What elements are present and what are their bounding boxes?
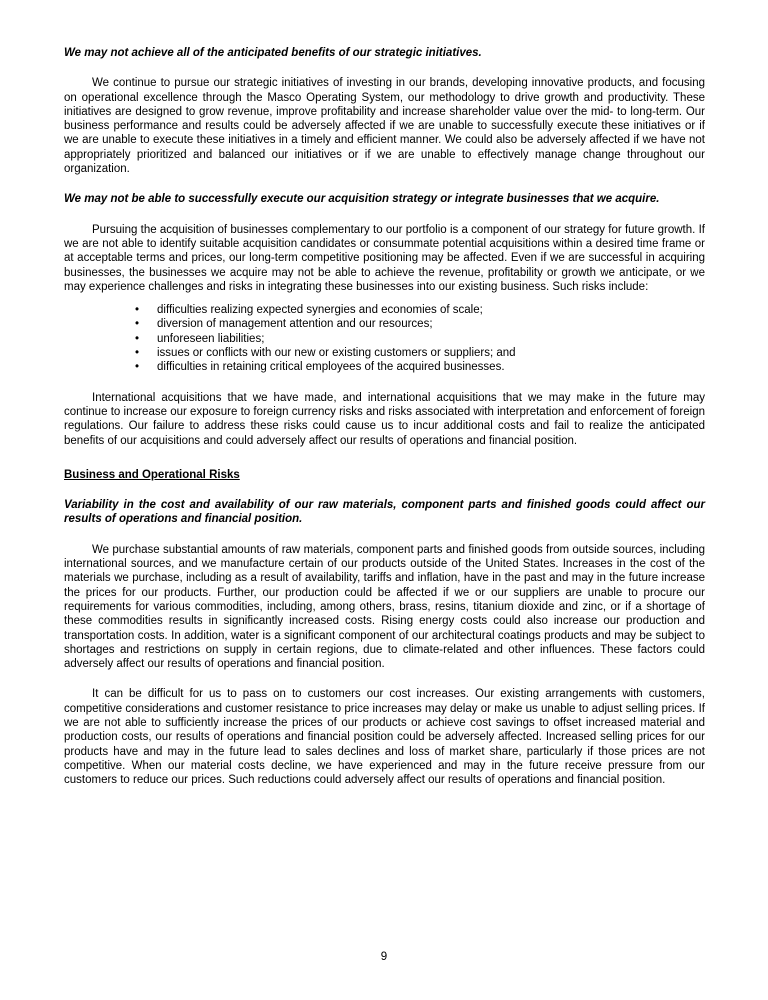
list-item (64, 346, 705, 360)
bullet-icon: • (135, 332, 140, 345)
bullet-icon: • (135, 347, 140, 360)
paragraph-cost-pass-through: It can be difficult for us to pass on to customers our cost increases. Our existing arrangements with customers, competitive considerations and customer resistance to price increases may delay or make us unable to adjust selling prices. If we are not able to sufficiently increase the prices of our products or achieve cost savings to offset increased material and production costs, our results of operations and financial position could be adversely affected. Increased selling prices for our products have and may in the future lead to sales declines and loss of market share, particularly if those prices are not competitive. When our material costs decline, we have experienced and may in the future receive pressure from our customers to reduce our prices. Such reductions could adversely affect our results of operations and financial position. (64, 688, 705, 787)
list-item (64, 332, 705, 346)
page-number: 9 (380, 951, 388, 963)
risk-heading-acquisition-strategy: We may not be able to successfully execute our acquisition strategy or integrate businesses that we acquire. (64, 193, 660, 206)
paragraph-strategic-initiatives: We continue to pursue our strategic initiatives of investing in our brands, developing innovative products, and focusing on operational excellence through the Masco Operating System, our methodology to drive growth and productivity. These initiatives are designed to grow revenue, improve profitability and increase shareholder value over the mid- to long-term. Our business performance and results could be adversely affected if we are unable to successfully execute these initiatives or if we are unable to execute these initiatives in a timely and efficient manner. We could also be adversely affected if we have not appropriately prioritized and balanced our initiatives or if we are unable to effectively manage change throughout our organization. (64, 77, 705, 176)
section-heading-business-operational-risks: Business and Operational Risks (64, 468, 240, 481)
paragraph-acquisition-intro: Pursuing the acquisition of businesses complementary to our portfolio is a component of our strategy for future growth. If we are not able to identify suitable acquisition candidates or consummate potential acquisitions within a desired time frame or at acceptable terms and prices, our long-term competitive positioning may be affected. Even if we are successful in acquiring businesses, the businesses we acquire may not be able to achieve the revenue, profitability or growth we anticipate, or we may experience challenges and risks in integrating these businesses into our existing business. Such risks include: (64, 223, 705, 293)
paragraph-raw-materials: We purchase substantial amounts of raw materials, component parts and finished goods from outside sources, including international sources, and we manufacture certain of our products outside of the United States. Increases in the cost of the materials we purchase, including as a result of availability, tariffs and inflation, have in the past and may in the future increase the prices for our products. Further, our production could be affected if we or our suppliers are unable to procure our requirements for various commodities, including, among others, brass, resins, titanium dioxide and zinc, or if a shortage of these commodities results in significantly increased costs. Rising energy costs could also increase our production and transportation costs. In addition, water is a significant component of our architectural coatings products and may be subject to shortages and restrictions on supply in certain regions, due to climate-related and other influences. These factors could adversely affect our results of operations and financial position. (64, 543, 705, 671)
bullet-icon: • (135, 318, 140, 331)
bullet-list (64, 303, 705, 374)
bullet-icon: • (135, 361, 140, 374)
paragraph-international-acquisitions: International acquisitions that we have made, and international acquisitions that we may make in the future may continue to increase our exposure to foreign currency risks and risks associated with interpretation and enforcement of foreign regulations. Our failure to address these risks could cause us to incur additional costs and fail to realize the anticipated benefits of our acquisitions and could adversely affect our results of operations and financial position. (64, 391, 705, 447)
list-item (64, 360, 705, 374)
bullet-text: issues or conflicts with our new or existing customers or suppliers; and (157, 347, 516, 360)
bullet-text: difficulties in retaining critical employees of the acquired businesses. (157, 361, 505, 374)
list-item (64, 317, 705, 331)
bullet-text: unforeseen liabilities; (157, 332, 265, 345)
bullet-text: difficulties realizing expected synergies and economies of scale; (157, 304, 483, 317)
risk-heading-strategic-initiatives: We may not achieve all of the anticipated benefits of our strategic initiatives. (64, 47, 482, 59)
bullet-text: diversion of management attention and our resources; (157, 318, 433, 331)
risk-heading-raw-materials-variability: Variability in the cost and availability of our raw materials, component parts and finished goods could affect our results of operations and financial position. (64, 499, 705, 526)
bullet-icon: • (135, 304, 140, 317)
list-item (64, 303, 705, 317)
